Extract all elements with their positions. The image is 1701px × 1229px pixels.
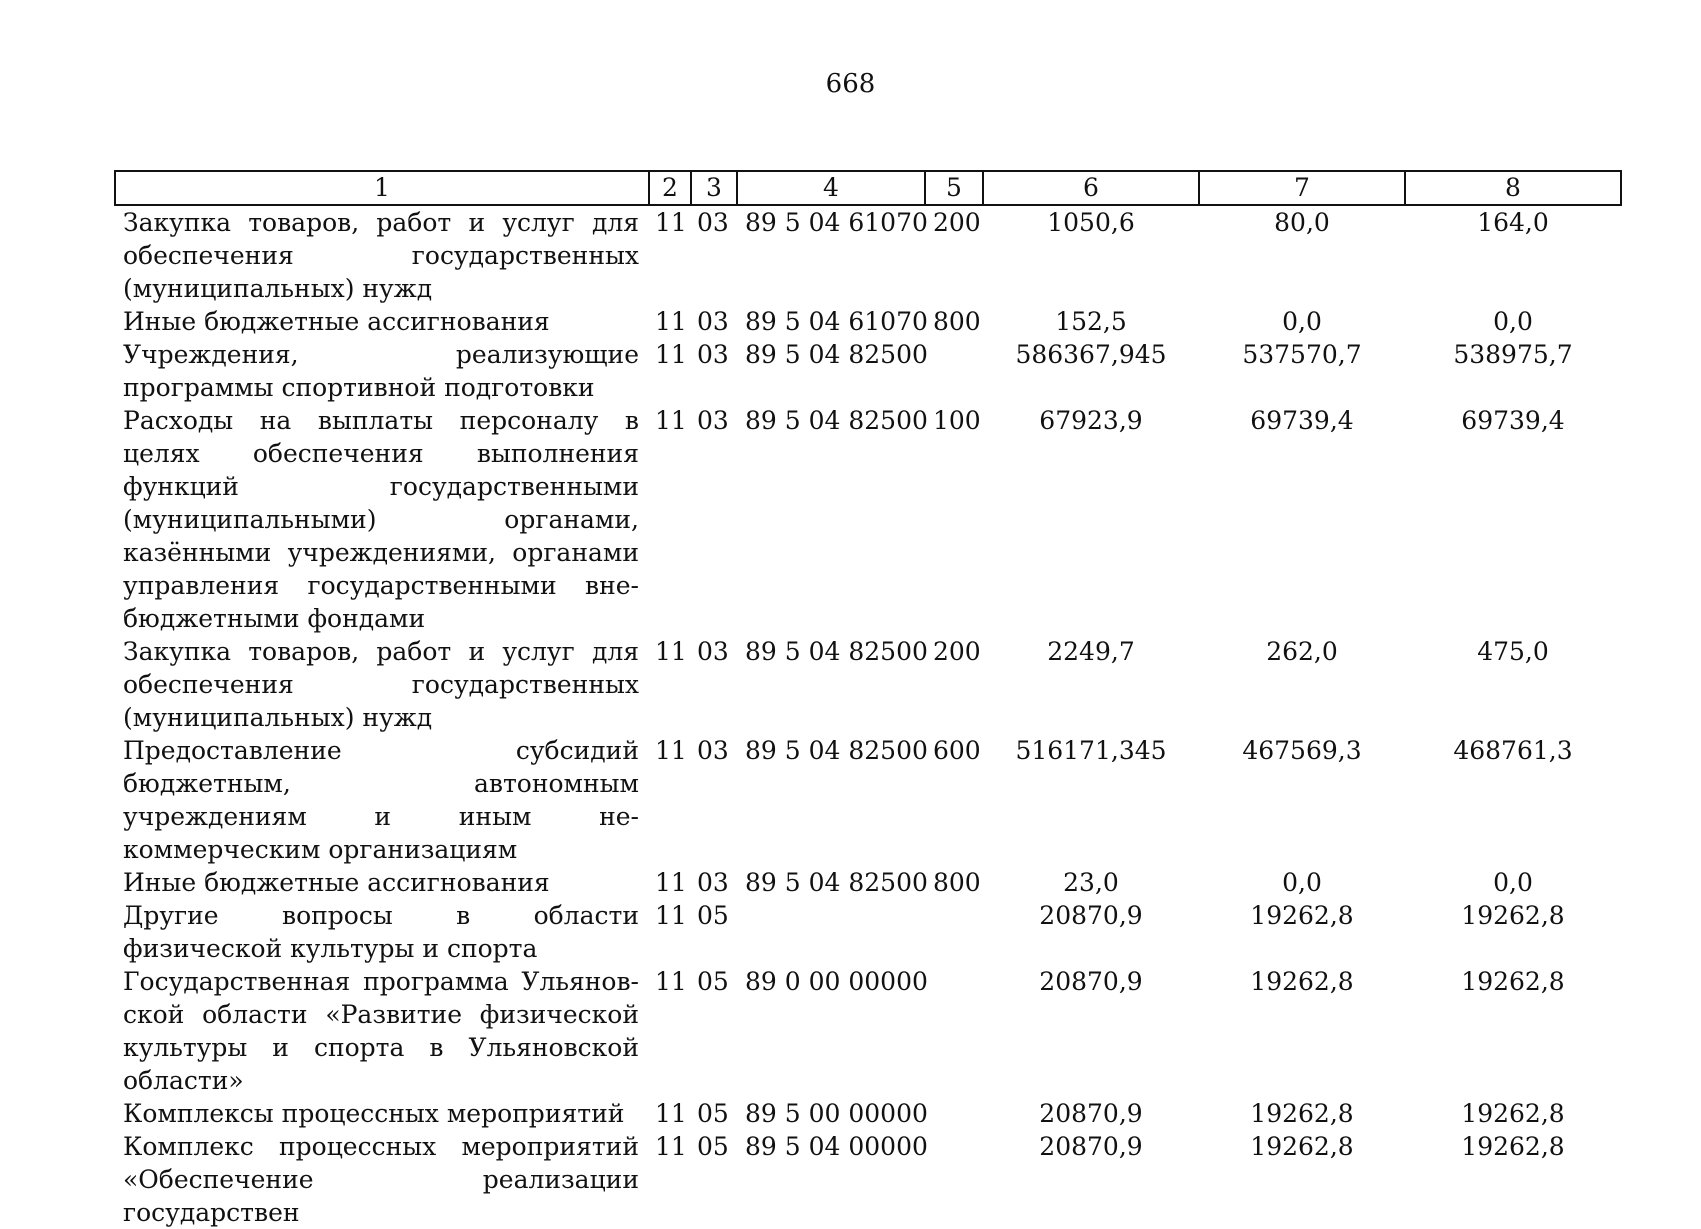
row-name: Закупка товаров, работ и услуг для обеспечения государственных (муниципальных) нужд: [123, 208, 639, 303]
row-value-col-8: 164,0: [1477, 208, 1549, 237]
header-col-4: 4: [737, 171, 925, 205]
table-row: [115, 1097, 1621, 1130]
row-subsection: 05: [697, 901, 729, 930]
row-value-col-6: 2249,7: [1047, 637, 1135, 666]
row-expense-type: 800: [933, 307, 981, 336]
header-row: [115, 171, 1621, 205]
row-expense-type: 200: [933, 637, 981, 666]
row-value-col-6: 1050,6: [1047, 208, 1135, 237]
budget-table: [114, 170, 1622, 1229]
header-col-1: 1: [115, 171, 649, 205]
row-subsection: 03: [697, 307, 729, 336]
row-expense-type: 100: [933, 406, 981, 435]
row-target-article: 89 5 04 61070: [745, 307, 928, 336]
row-expense-type: [925, 338, 983, 404]
row-subsection: 03: [697, 637, 729, 666]
row-value-col-7: 19262,8: [1250, 901, 1354, 930]
row-value-col-8: 19262,8: [1461, 967, 1565, 996]
row-target-article: 89 5 04 82500: [745, 868, 928, 897]
row-name: Учреждения, реализующие программы спортивной подготовки: [123, 340, 639, 402]
row-name: Иные бюджетные ассигнования: [123, 868, 550, 897]
row-section: 11: [655, 1132, 687, 1161]
row-section: 11: [655, 967, 687, 996]
row-section: 11: [655, 340, 687, 369]
row-section: 11: [655, 208, 687, 237]
row-name: Иные бюджетные ассигнования: [123, 307, 550, 336]
row-value-col-8: 538975,7: [1453, 340, 1573, 369]
row-value-col-6: 586367,945: [1015, 340, 1167, 369]
row-subsection: 03: [697, 406, 729, 435]
row-value-col-7: 0,0: [1282, 307, 1322, 336]
row-expense-type: 800: [933, 868, 981, 897]
row-value-col-8: 19262,8: [1461, 1099, 1565, 1128]
header-col-6: 6: [983, 171, 1199, 205]
header-col-2: 2: [649, 171, 691, 205]
row-expense-type: 600: [933, 736, 981, 765]
row-value-col-6: 20870,9: [1039, 967, 1143, 996]
table-row: [115, 899, 1621, 965]
row-section: 11: [655, 736, 687, 765]
row-subsection: 05: [697, 967, 729, 996]
row-value-col-6: 152,5: [1055, 307, 1127, 336]
table-row: [115, 635, 1621, 734]
table-body: [115, 205, 1621, 1229]
row-value-col-6: 20870,9: [1039, 1099, 1143, 1128]
row-value-col-7: 467569,3: [1242, 736, 1362, 765]
row-expense-type: 200: [933, 208, 981, 237]
row-value-col-8: 0,0: [1493, 307, 1533, 336]
row-name: Другие вопросы в области физической культуры и спорта: [123, 901, 639, 963]
row-value-col-7: 0,0: [1282, 868, 1322, 897]
row-target-article: 89 5 04 82500: [745, 340, 928, 369]
row-value-col-6: 20870,9: [1039, 901, 1143, 930]
row-value-col-8: 0,0: [1493, 868, 1533, 897]
row-expense-type: [925, 899, 983, 965]
row-expense-type: [925, 965, 983, 1097]
row-section: 11: [655, 307, 687, 336]
row-value-col-8: 475,0: [1477, 637, 1549, 666]
row-subsection: 03: [697, 208, 729, 237]
row-section: 11: [655, 901, 687, 930]
row-value-col-8: 19262,8: [1461, 901, 1565, 930]
row-value-col-7: 69739,4: [1250, 406, 1354, 435]
row-value-col-7: 19262,8: [1250, 1132, 1354, 1161]
row-target-article: 89 0 00 00000: [745, 967, 928, 996]
header-col-8: 8: [1405, 171, 1621, 205]
row-name: Расходы на выплаты персоналу в целях обеспечения выполнения функций государственными (муниципальными) органами, казёнными учреждениями, органами управления государственными внебюджетными фондами: [123, 406, 639, 633]
row-subsection: 03: [697, 868, 729, 897]
table-row: [115, 866, 1621, 899]
row-section: 11: [655, 406, 687, 435]
row-value-col-7: 19262,8: [1250, 967, 1354, 996]
table-row: [115, 205, 1621, 305]
table-row: [115, 338, 1621, 404]
header-col-7: 7: [1199, 171, 1405, 205]
row-name: Государственная программа Ульяновской области «Развитие физической культуры и спорта в Ульяновской области»: [123, 967, 639, 1095]
row-name: Закупка товаров, работ и услуг для обеспечения государственных (муниципальных) нужд: [123, 637, 639, 732]
row-target-article: 89 5 04 61070: [745, 208, 928, 237]
row-subsection: 03: [697, 736, 729, 765]
row-name: Комплекс процессных мероприятий «Обеспечение реализации государствен: [123, 1132, 639, 1227]
row-value-col-8: 19262,8: [1461, 1132, 1565, 1161]
row-value-col-7: 19262,8: [1250, 1099, 1354, 1128]
table-header: [115, 171, 1621, 205]
row-value-col-7: 537570,7: [1242, 340, 1362, 369]
row-target-article: [737, 899, 925, 965]
row-expense-type: [925, 1130, 983, 1229]
header-col-3: 3: [691, 171, 737, 205]
row-subsection: 05: [697, 1099, 729, 1128]
row-value-col-6: 67923,9: [1039, 406, 1143, 435]
row-value-col-6: 516171,345: [1015, 736, 1167, 765]
row-value-col-6: 23,0: [1063, 868, 1119, 897]
row-section: 11: [655, 637, 687, 666]
row-section: 11: [655, 1099, 687, 1128]
row-name: Комплексы процессных мероприятий: [123, 1099, 625, 1128]
row-value-col-8: 69739,4: [1461, 406, 1565, 435]
header-col-5: 5: [925, 171, 983, 205]
row-expense-type: [925, 1097, 983, 1130]
row-value-col-6: 20870,9: [1039, 1132, 1143, 1161]
page-number: 668: [825, 69, 876, 99]
row-target-article: 89 5 04 82500: [745, 406, 928, 435]
row-target-article: 89 5 04 82500: [745, 637, 928, 666]
table-row: [115, 965, 1621, 1097]
row-target-article: 89 5 04 82500: [745, 736, 928, 765]
row-value-col-8: 468761,3: [1453, 736, 1573, 765]
row-subsection: 03: [697, 340, 729, 369]
table-row: [115, 305, 1621, 338]
row-section: 11: [655, 868, 687, 897]
table-row: [115, 734, 1621, 866]
row-value-col-7: 262,0: [1266, 637, 1338, 666]
row-value-col-7: 80,0: [1274, 208, 1330, 237]
row-name: Предоставление субсидий бюджетным, автономным учреждениям и иным некоммерческим организациям: [123, 736, 639, 864]
table-row: [115, 404, 1621, 635]
row-target-article: 89 5 04 00000: [745, 1132, 928, 1161]
row-target-article: 89 5 00 00000: [745, 1099, 928, 1128]
table-row: [115, 1130, 1621, 1229]
row-subsection: 05: [697, 1132, 729, 1161]
